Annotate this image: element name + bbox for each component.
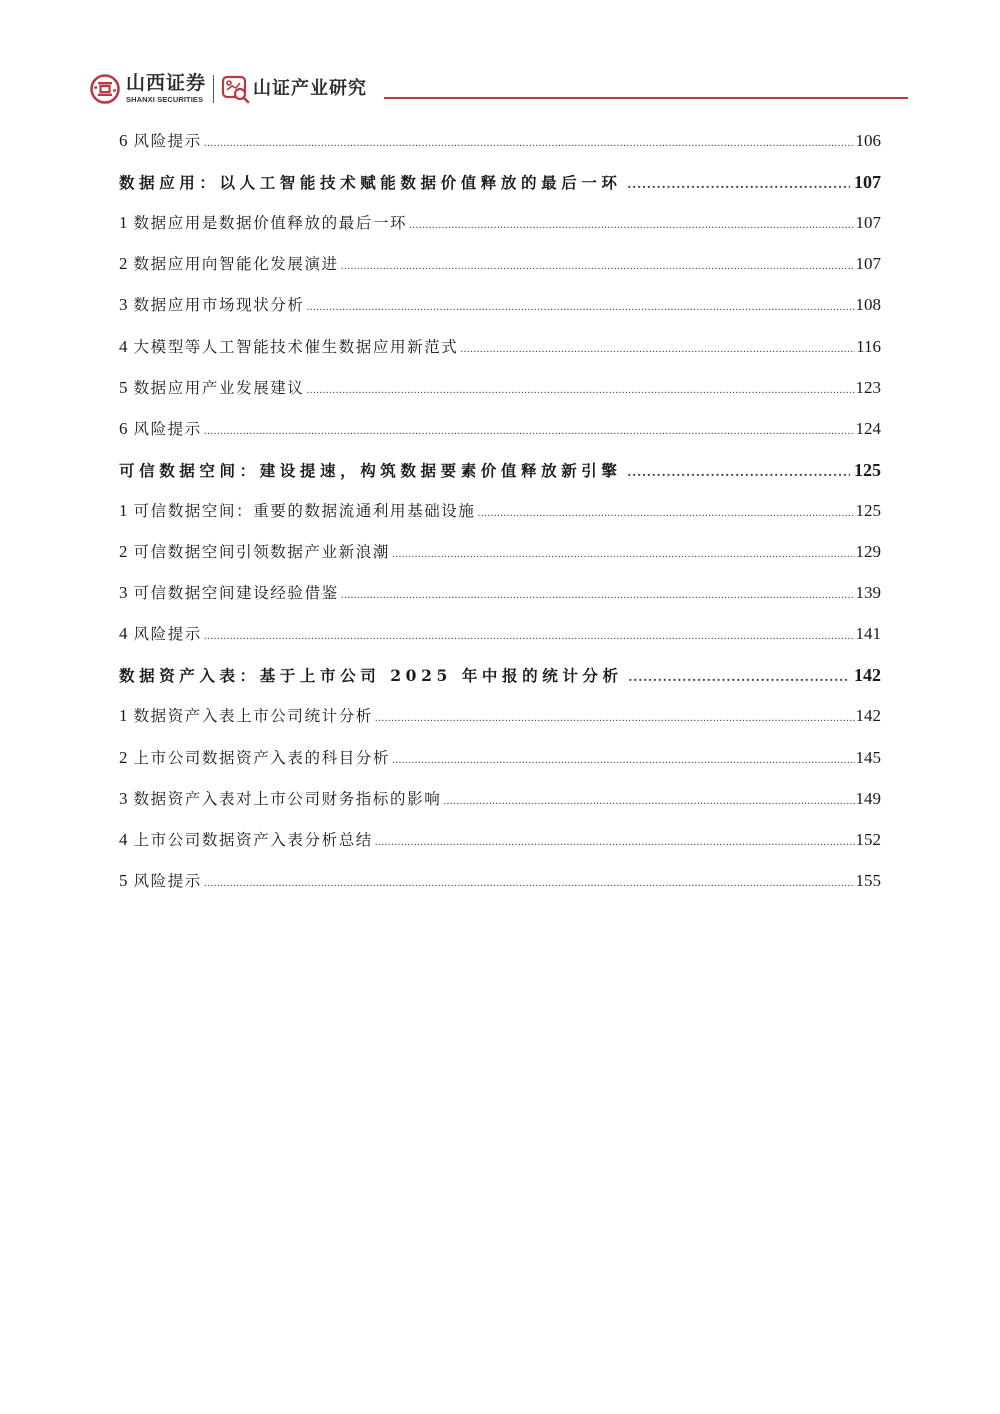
toc-section-entry[interactable] [119, 334, 881, 360]
toc-page-number: 142 [854, 665, 881, 686]
toc-entry-number: 3 [119, 583, 128, 603]
header-divider [213, 75, 214, 103]
toc-entry-label: 风险提示 [133, 871, 202, 890]
toc-section-entry[interactable] [119, 827, 881, 853]
header-rule [384, 97, 908, 99]
toc-entry-number: 5 [119, 377, 128, 397]
toc-entry-number: 6 [119, 418, 128, 438]
toc-page-number: 108 [855, 295, 881, 315]
toc-section-entry[interactable] [119, 621, 881, 647]
toc-page-number: 145 [855, 747, 881, 767]
toc-entry-number: 2 [119, 747, 128, 767]
toc-dot-leader [478, 500, 855, 526]
toc-dot-leader [341, 582, 855, 608]
toc-entry-label: 风险提示 [133, 419, 202, 438]
toc-section-entry[interactable] [119, 251, 881, 277]
toc-page-number: 107 [855, 254, 881, 274]
toc-entry-number: 3 [119, 295, 128, 315]
toc-entry-label: 可信数据空间：重要的数据流通利用基础设施 [133, 501, 476, 520]
toc-entry-label: 可信数据空间引领数据产业新浪潮 [133, 543, 391, 561]
toc-dot-leader [375, 829, 855, 855]
toc-dot-leader [307, 377, 855, 403]
toc-entry-label: 数据资产入表上市公司统计分析 [133, 707, 373, 726]
toc-entry-label: 大模型等人工智能技术催生数据应用新范式 [133, 337, 459, 356]
toc-entry-label: 数据应用向智能化发展演进 [133, 255, 339, 274]
toc-section-entry[interactable] [119, 210, 881, 236]
shanxi-securities-logo-icon [90, 74, 120, 104]
toc-page-number: 139 [855, 583, 881, 603]
toc-section-entry[interactable] [119, 539, 881, 565]
toc-dot-leader [204, 130, 855, 156]
toc-dot-leader [460, 336, 855, 362]
toc-page-number: 141 [855, 624, 881, 644]
toc-page-number: 124 [855, 418, 881, 438]
toc-page-number: 142 [855, 706, 881, 726]
toc-page-number: 155 [855, 870, 881, 890]
toc-section-entry[interactable] [119, 745, 881, 771]
toc-section-entry[interactable] [119, 416, 881, 442]
toc-section-entry[interactable] [119, 128, 881, 154]
toc-dot-leader [392, 747, 854, 773]
toc-entry-label: 数据资产入表对上市公司财务指标的影响 [133, 789, 442, 808]
toc-dot-leader [392, 541, 854, 567]
toc-entry-label: 上市公司数据资产入表的科目分析 [133, 748, 391, 767]
toc-entry-label: 风险提示 [133, 132, 202, 150]
toc-dot-leader [375, 705, 855, 731]
toc-dot-leader [307, 294, 855, 320]
research-brand-title: 山证产业研究 [253, 78, 367, 99]
toc-page-number: 106 [855, 131, 881, 150]
toc-entry-number: 4 [119, 624, 128, 644]
toc-section-entry[interactable] [119, 498, 881, 524]
toc-entry-number: 1 [119, 500, 128, 520]
toc-dot-leader [204, 870, 855, 896]
toc-entry-label: 上市公司数据资产入表分析总结 [133, 830, 373, 849]
toc-entry-label: 数据应用是数据价值释放的最后一环 [133, 214, 408, 233]
toc-page-number: 152 [855, 829, 881, 849]
toc-chapter-entry[interactable] [119, 457, 881, 483]
toc-entry-number: 4 [119, 829, 128, 849]
toc-dot-leader [341, 253, 855, 279]
toc-dot-leader [628, 172, 850, 198]
toc-page-number: 116 [856, 336, 881, 356]
brand-name-cn: 山西证券 [126, 72, 207, 94]
toc-dot-leader [204, 623, 855, 649]
toc-entry-label: 数据资产入表：基于上市公司 2025 年中报的统计分析 [119, 666, 623, 686]
page-header [88, 70, 910, 110]
research-magnifier-icon [221, 74, 251, 104]
toc-section-entry[interactable] [119, 703, 881, 729]
toc-entry-label: 数据应用市场现状分析 [133, 296, 305, 315]
toc-chapter-entry[interactable] [119, 662, 881, 688]
toc-entry-number: 3 [119, 788, 128, 808]
toc-entry-label: 风险提示 [133, 625, 202, 644]
toc-section-entry[interactable] [119, 868, 881, 894]
toc-entry-number: 4 [119, 336, 128, 356]
toc-dot-leader [204, 418, 855, 444]
toc-dot-leader [409, 212, 854, 238]
toc-entry-label: 数据应用：以人工智能技术赋能数据价值释放的最后一环 [119, 173, 622, 193]
toc-entry-label: 可信数据空间建设经验借鉴 [133, 584, 339, 603]
toc-entry-number: 5 [119, 870, 128, 890]
toc-page-number: 123 [855, 377, 881, 397]
toc-entry-number: 1 [119, 706, 128, 726]
toc-entry-label: 数据应用产业发展建议 [133, 378, 305, 397]
toc-page-number: 107 [855, 213, 881, 233]
toc-entry-label: 可信数据空间：建设提速，构筑数据要素价值释放新引擎 [119, 460, 622, 480]
toc-page-number: 149 [855, 788, 881, 808]
toc-entry-number: 2 [119, 542, 128, 561]
toc-entry-number: 1 [119, 213, 128, 233]
toc-dot-leader [629, 665, 850, 691]
toc-entry-number: 2 [119, 254, 128, 274]
toc-page-number: 129 [855, 542, 881, 561]
toc-page-number: 107 [854, 172, 881, 193]
toc-dot-leader [628, 460, 850, 486]
toc-page-number: 125 [855, 500, 881, 520]
toc-entry-number: 6 [119, 131, 128, 150]
toc-section-entry[interactable] [119, 786, 881, 812]
toc-page-number: 125 [854, 459, 881, 480]
toc-chapter-entry[interactable] [119, 169, 881, 195]
toc-dot-leader [443, 788, 854, 814]
toc-section-entry[interactable] [119, 580, 881, 606]
brand-name-en: SHANXI SECURITIES [126, 95, 204, 104]
toc-section-entry[interactable] [119, 375, 881, 401]
toc-section-entry[interactable] [119, 292, 881, 318]
